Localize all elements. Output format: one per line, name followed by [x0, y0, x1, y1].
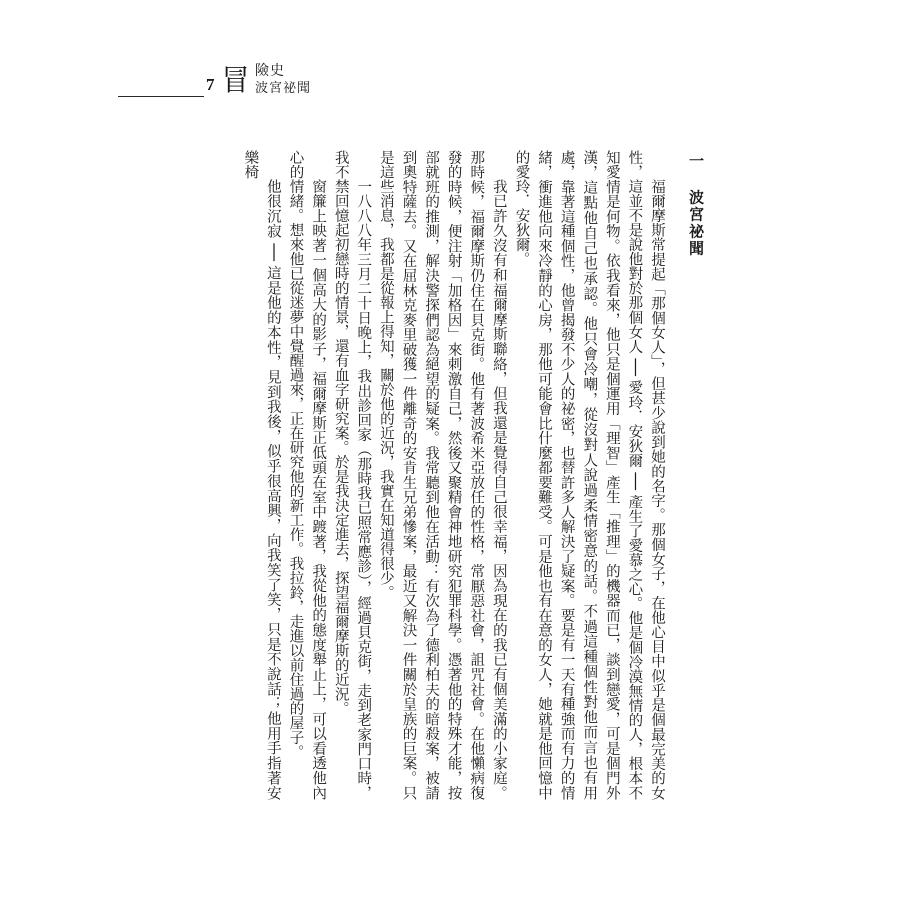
chapter-heading — [676, 153, 716, 293]
chapter-number: 一 — [687, 153, 705, 170]
book-title-initial: 冒 — [221, 63, 251, 97]
paragraph: 一八八八年三月二十日晚上，我出診回家（那時我已照常應診），經過貝克街，走到老家門口時，我不禁回憶起初戀時的情景，還有血字研究案。於是我決定進去，探望福爾摩斯的近況。 — [332, 150, 372, 800]
page-number: 7 — [206, 75, 215, 94]
paragraph: 我已許久沒有和福爾摩斯聯絡，但我還是覺得自己很幸福，因為現在的我已有個美滿的小家庭。那時候，福爾摩斯仍住在貝克街。他有著波希米亞放任的性格，常厭惡社會，詛咒社會。在他懶病復發的時候，便注射「加格因」來刺激自己，然後又聚精會神地研究犯罪科學。憑著他的特殊才能，按部就班的推測，解決警探們認為絕望的疑案。我常聽到他在活動：有次為了德利柏夫的暗殺案，被請到奧特薩去。又在屈林克麥里破獲一件離奇的安肯生兄弟慘案，最近又解決一件關於皇族的巨案。只是這些消息，我都是從報上得知，關於他的近況，我實在知道得很少。 — [377, 150, 507, 800]
running-chapter-name: 波宮祕聞 — [255, 81, 312, 96]
running-header — [118, 62, 318, 102]
paragraph: 福爾摩斯常提起「那個女人」，但甚少說到她的名字。那個女子，在他心目中似乎是個最完美的女性，這並不是說他對於那個女人 ── 愛玲．安狄爾 ── 產生了愛慕之心。他是個冷漠無情的人，根本不知愛情是何物。依我看來，他只是個運用「理智」產生「推理」的機器而已，談到戀愛，可是個門外漢，這點他自己也承認。他只會冷嘲，從沒對人說過柔情密意的話。不過這種個性對他而言也有用處，靠著這種個性，他曾揭發不少人的祕密，也替許多人解決了疑案。要是有一天有種強而有力的情緒，衝進他向來冷靜的心房，那他可能會比什麼都要難受。可是他也有在意的女人，她就是他回憶中的愛玲．安狄爾。 — [513, 150, 665, 800]
paragraph: 窗簾上映著一個高大的影子，福爾摩斯正低頭在室中踱著，我從他的態度舉止上，可以看透他內心的情緒。想來他已從迷夢中覺醒過來，正在研究他的新工作。我拉鈴，走進以前住過的屋子。 — [287, 150, 327, 800]
header-rule — [118, 96, 204, 97]
book-title-rest: 險史 — [255, 63, 285, 79]
text-body — [236, 150, 668, 800]
chapter-title: 波宮祕聞 — [687, 189, 705, 258]
paragraph: 他很沉寂 ── 這是他的本性，見到我後，似乎很高興，向我笑了笑，只是不說話；他用手指著安樂椅 — [242, 150, 281, 800]
